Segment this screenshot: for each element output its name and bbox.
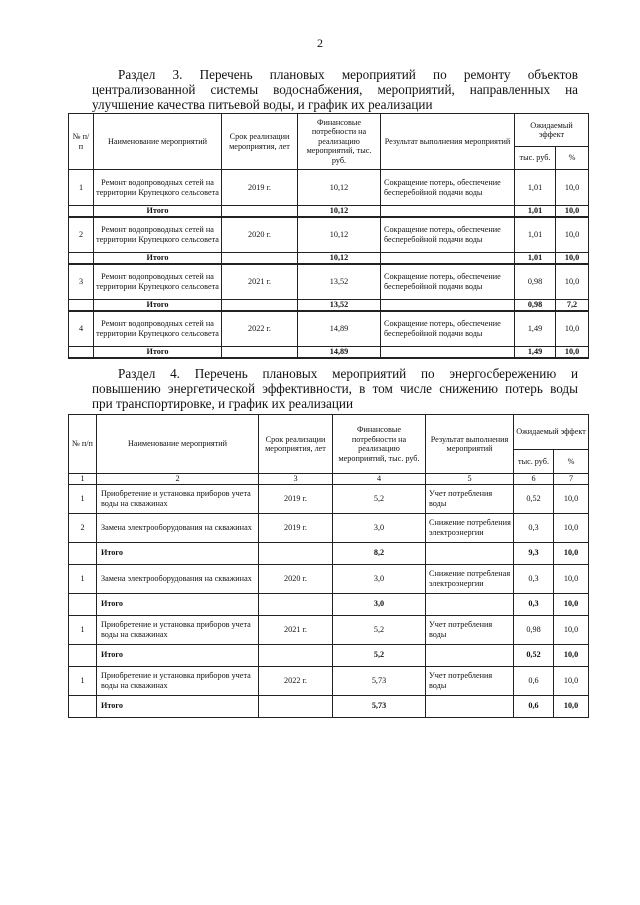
total-effect-pct: 10,0	[556, 206, 589, 217]
row-finance: 10,12	[298, 170, 381, 206]
total-result	[381, 206, 515, 217]
row-finance: 5,73	[333, 666, 426, 695]
total-row	[69, 206, 589, 217]
header-term: Срок реализации мероприятия, лет	[259, 415, 333, 474]
header-effect-pct: %	[554, 450, 589, 474]
section3-title-line: улучшение качества питьевой воды, и график их реализации	[92, 97, 433, 112]
row-finance: 5,2	[333, 484, 426, 513]
total-finance: 10,12	[298, 253, 381, 264]
row-effect-rub: 1,01	[515, 170, 556, 206]
total-result	[381, 300, 515, 311]
row-name: Ремонт водопроводных сетей на территории Крупецкого сельсовета	[94, 217, 222, 253]
row-result: Сокращение потерь, обеспечение бесперебойной подачи воды	[381, 311, 515, 347]
row-year: 2019 г.	[259, 513, 333, 542]
section4-title-line: при транспортировке, и график их реализации	[92, 396, 354, 411]
total-finance: 8,2	[333, 542, 426, 564]
total-year	[259, 542, 333, 564]
header-num: № п/п	[69, 415, 97, 474]
header-result: Результат выполнения мероприятий	[426, 415, 514, 474]
row-finance: 14,89	[298, 311, 381, 347]
total-effect-rub: 0,52	[514, 644, 554, 666]
row-year: 2020 г.	[222, 217, 298, 253]
row-result: Сокращение потерь, обеспечение бесперебойной подачи воды	[381, 170, 515, 206]
header-name: Наименование мероприятий	[97, 415, 259, 474]
row-name: Ремонт водопроводных сетей на территории Крупецкого сельсовета	[94, 264, 222, 300]
column-number: 7	[554, 474, 589, 485]
section3-title-line: централизованной системы водоснабжения, мероприятий, направленных на	[92, 82, 578, 97]
total-year	[259, 644, 333, 666]
total-label: Итого	[94, 206, 222, 217]
total-num	[69, 206, 94, 217]
row-finance: 5,2	[333, 615, 426, 644]
row-effect-pct: 10,0	[554, 615, 589, 644]
section4-title	[92, 366, 578, 411]
total-result	[381, 253, 515, 264]
row-effect-pct: 10,0	[554, 513, 589, 542]
section4-title-line: повышению энергетической эффективности, в том числе снижению потерь воды	[92, 381, 578, 396]
header-finance: Финансовые потребности на реализацию мероприятий, тыс. руб.	[333, 415, 426, 474]
total-effect-pct: 7,2	[556, 300, 589, 311]
total-label: Итого	[97, 542, 259, 564]
total-effect-pct: 10,0	[554, 695, 589, 717]
total-finance: 5,2	[333, 644, 426, 666]
table-row	[69, 513, 589, 542]
header-finance: Финансовые потребности на реализацию мероприятий, тыс. руб.	[298, 114, 381, 170]
total-num	[69, 253, 94, 264]
row-result: Сокращение потерь, обеспечение бесперебойной подачи воды	[381, 264, 515, 300]
row-name: Приобретение и установка приборов учета воды на скважинах	[97, 666, 259, 695]
section4-table	[68, 414, 589, 718]
row-num: 4	[69, 311, 94, 347]
row-effect-rub: 0,52	[514, 484, 554, 513]
row-name: Ремонт водопроводных сетей на территории Крупецкого сельсовета	[94, 311, 222, 347]
total-row	[69, 695, 589, 717]
row-effect-pct: 10,0	[554, 564, 589, 593]
total-finance: 3,0	[333, 593, 426, 615]
table-row	[69, 564, 589, 593]
row-year: 2020 г.	[259, 564, 333, 593]
total-row	[69, 253, 589, 264]
row-year: 2022 г.	[222, 311, 298, 347]
row-effect-rub: 1,49	[515, 311, 556, 347]
total-effect-rub: 0,98	[515, 300, 556, 311]
row-effect-rub: 0,3	[514, 513, 554, 542]
total-row	[69, 347, 589, 358]
total-result	[426, 593, 514, 615]
total-num	[69, 542, 97, 564]
row-result: Учет потребления воды	[426, 666, 514, 695]
row-effect-rub: 1,01	[515, 217, 556, 253]
total-row	[69, 593, 589, 615]
total-effect-pct: 10,0	[556, 253, 589, 264]
row-num: 2	[69, 513, 97, 542]
total-effect-rub: 1,01	[515, 206, 556, 217]
total-finance: 14,89	[298, 347, 381, 358]
row-result: Снижение потребленая электроэнергии	[426, 564, 514, 593]
row-result: Снижение потребления электроэнергии	[426, 513, 514, 542]
row-year: 2021 г.	[259, 615, 333, 644]
table-row	[69, 484, 589, 513]
total-effect-rub: 1,49	[515, 347, 556, 358]
row-effect-pct: 10,0	[556, 311, 589, 347]
total-year	[259, 695, 333, 717]
column-number: 4	[333, 474, 426, 485]
row-num: 1	[69, 484, 97, 513]
row-result: Сокращение потерь, обеспечение бесперебойной подачи воды	[381, 217, 515, 253]
row-result: Учет потребления воды	[426, 484, 514, 513]
total-effect-rub: 9,3	[514, 542, 554, 564]
row-num: 2	[69, 217, 94, 253]
column-number: 6	[514, 474, 554, 485]
header-num: № п/п	[69, 114, 94, 170]
row-name: Замена электрооборудования на скважинах	[97, 564, 259, 593]
header-effect-rub: тыс. руб.	[515, 147, 556, 170]
row-effect-rub: 0,98	[515, 264, 556, 300]
row-effect-rub: 0,3	[514, 564, 554, 593]
column-number: 2	[97, 474, 259, 485]
total-result	[426, 695, 514, 717]
total-num	[69, 347, 94, 358]
total-year	[222, 347, 298, 358]
total-result	[381, 347, 515, 358]
column-number: 1	[69, 474, 97, 485]
total-row	[69, 542, 589, 564]
row-finance: 3,0	[333, 564, 426, 593]
row-year: 2019 г.	[222, 170, 298, 206]
section4-title-line: Раздел 4. Перечень плановых мероприятий по энергосбережению и	[118, 366, 578, 381]
total-num	[69, 300, 94, 311]
section3-table	[68, 113, 589, 359]
total-result	[426, 644, 514, 666]
total-effect-pct: 10,0	[554, 542, 589, 564]
total-label: Итого	[94, 300, 222, 311]
total-effect-pct: 10,0	[556, 347, 589, 358]
total-label: Итого	[94, 347, 222, 358]
total-year	[222, 206, 298, 217]
row-year: 2019 г.	[259, 484, 333, 513]
table-row	[69, 264, 589, 300]
row-effect-pct: 10,0	[554, 666, 589, 695]
header-name: Наименование мероприятий	[94, 114, 222, 170]
total-finance: 13,52	[298, 300, 381, 311]
total-row	[69, 644, 589, 666]
row-effect-pct: 10,0	[556, 217, 589, 253]
table-row	[69, 217, 589, 253]
section3-title	[92, 67, 578, 112]
total-label: Итого	[97, 593, 259, 615]
row-num: 1	[69, 666, 97, 695]
row-num: 1	[69, 615, 97, 644]
row-year: 2022 г.	[259, 666, 333, 695]
row-year: 2021 г.	[222, 264, 298, 300]
total-effect-rub: 0,6	[514, 695, 554, 717]
total-result	[426, 542, 514, 564]
header-term: Срок реализации мероприятия, лет	[222, 114, 298, 170]
total-num	[69, 593, 97, 615]
total-label: Итого	[97, 644, 259, 666]
page-number: 2	[317, 36, 323, 50]
row-finance: 3,0	[333, 513, 426, 542]
header-effect: Ожидаемый эффект	[514, 415, 589, 450]
header-result: Результат выполнения мероприятий	[381, 114, 515, 170]
row-result: Учет потребления воды	[426, 615, 514, 644]
row-name: Ремонт водопроводных сетей на территории Крупецкого сельсовета	[94, 170, 222, 206]
total-effect-rub: 0,3	[514, 593, 554, 615]
total-effect-rub: 1,01	[515, 253, 556, 264]
row-name: Приобретение и установка приборов учета воды на скважинах	[97, 484, 259, 513]
header-effect-rub: тыс. руб.	[514, 450, 554, 474]
total-finance: 10,12	[298, 206, 381, 217]
column-number: 3	[259, 474, 333, 485]
table-row	[69, 666, 589, 695]
row-effect-pct: 10,0	[554, 484, 589, 513]
total-finance: 5,73	[333, 695, 426, 717]
table-row	[69, 311, 589, 347]
total-year	[222, 253, 298, 264]
row-effect-pct: 10,0	[556, 264, 589, 300]
total-num	[69, 695, 97, 717]
total-year	[259, 593, 333, 615]
total-num	[69, 644, 97, 666]
total-effect-pct: 10,0	[554, 644, 589, 666]
header-effect: Ожидаемый эффект	[515, 114, 589, 147]
row-effect-rub: 0,98	[514, 615, 554, 644]
row-finance: 10,12	[298, 217, 381, 253]
row-finance: 13,52	[298, 264, 381, 300]
section3-title-line: Раздел 3. Перечень плановых мероприятий по ремонту объектов	[118, 67, 578, 82]
table-row	[69, 615, 589, 644]
row-name: Приобретение и установка приборов учета воды на скважинах	[97, 615, 259, 644]
row-num: 1	[69, 564, 97, 593]
table-row	[69, 170, 589, 206]
header-effect-pct: %	[556, 147, 589, 170]
total-label: Итого	[97, 695, 259, 717]
total-year	[222, 300, 298, 311]
row-effect-rub: 0,6	[514, 666, 554, 695]
column-number: 5	[426, 474, 514, 485]
total-label: Итого	[94, 253, 222, 264]
row-name: Замена электрооборудования на скважинах	[97, 513, 259, 542]
row-effect-pct: 10,0	[556, 170, 589, 206]
row-num: 3	[69, 264, 94, 300]
total-effect-pct: 10,0	[554, 593, 589, 615]
row-num: 1	[69, 170, 94, 206]
total-row	[69, 300, 589, 311]
